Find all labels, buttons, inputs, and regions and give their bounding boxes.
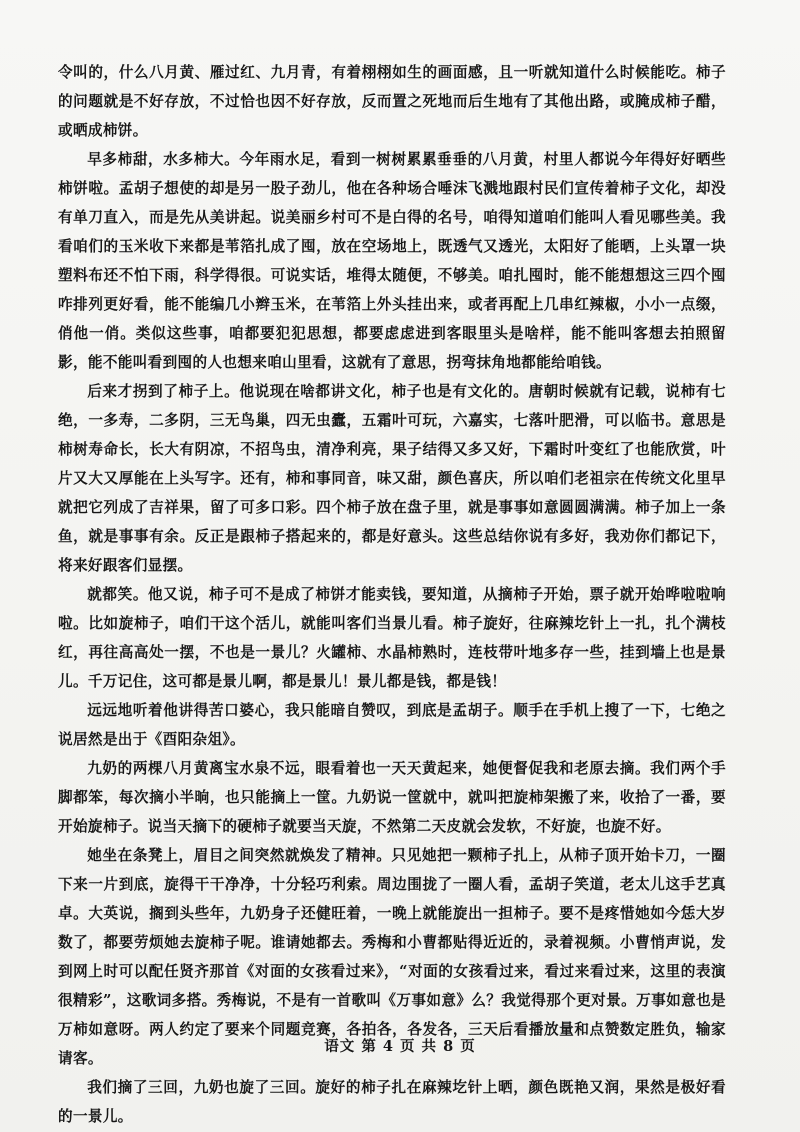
paragraph: 九奶的两棵八月黄离宝水泉不远，眼看着也一天天黄起来，她便督促我和老原去摘。我们两个手脚都笨，每次摘小半晌，也只能摘上一筐。九奶说一筐就中，就叫把旋柿架搬了来，收拾了一番，要开始旋柿子。说当天摘下的硬柿子就要当天旋，不然第二天皮就会发软，不好旋，也旋不好。 [58, 760, 726, 835]
paragraph: 远远地听着他讲得苦口婆心，我只能暗自赞叹，到底是孟胡子。顺手在手机上搜了一下，七绝之说居然是出于《酉阳杂俎》。 [58, 702, 726, 748]
article-body [58, 58, 726, 1131]
paragraph: 就都笑。他又说，柿子可不是成了柿饼才能卖钱，要知道，从摘柿子开始，票子就开始哗啦啦响啦。比如旋柿子，咱们干这个活儿，就能叫客们当景儿看。柿子旋好，往麻辣圪针上一扎，扎个满枝红，再往高高处一摆，不也是一景儿？火罐柿、水晶柿熟时，连枝带叶地多存一些，挂到墙上也是景儿。千万记住，这可都是景儿啊，都是景儿！景儿都是钱，都是钱！ [58, 586, 726, 690]
paragraph: 早多柿甜，水多柿大。今年雨水足，看到一树树累累垂垂的八月黄，村里人都说今年得好好晒些柿饼啦。孟胡子想使的却是另一股子劲儿，他在各种场合唾沫飞溅地跟村民们宣传着柿子文化，却没有单刀直入，而是先从美讲起。说美丽乡村可不是白得的名号，咱得知道咱们能叫人看见哪些美。我看咱们的玉米收下来都是苇箔扎成了囤，放在空场地上，既透气又透光，太阳好了能晒，上头罩一块塑料布还不怕下雨，科学得很。可说实话，堆得太随便，不够美。咱扎囤时，能不能想想这三四个囤咋排列更好看，能不能编几小辫玉米，在苇箔上外头挂出来，或者再配上几串红辣椒，小小一点缀，俏他一俏。类似这些事，咱都要犯犯思想，都要虑虑进到客眼里头是啥样，能不能叫客想去拍照留影，能不能叫看到囤的人也想来咱山里看，这就有了意思，拐弯抹角地都能给咱钱。 [58, 151, 726, 371]
paragraph-continued: 令叫的，什么八月黄、雁过红、九月青，有着栩栩如生的画面感，且一听就知道什么时候能吃。柿子的问题就是不好存放，不过恰也因不好存放，反而置之死地而后生地有了其他出路，或腌成柿子醋，或晒成柿饼。 [58, 64, 726, 139]
paragraph: 后来才拐到了柿子上。他说现在啥都讲文化，柿子也是有文化的。唐朝时候就有记载，说柿有七绝，一多寿，二多阴，三无鸟巢，四无虫蠹，五霜叶可玩，六嘉实，七落叶肥滑，可以临书。意思是柿树寿命长，长大有阴凉，不招鸟虫，清净利亮，果子结得又多又好，下霜时叶变红了也能欣赏，叶片又大又厚能在上头写字。还有，柿和事同音，味又甜，颜色喜庆，所以咱们老祖宗在传统文化里早就把它列成了吉祥果，留了可多口彩。四个柿子放在盘子里，就是事事如意圆圆满满。柿子加上一条鱼，就是事事有余。反正是跟柿子搭起来的，都是好意头。这些总结你说有多好，我劝你们都记下，将来好跟客们显摆。 [58, 383, 726, 574]
paragraph: 她坐在条凳上，眉目之间突然就焕发了精神。只见她把一颗柿子扎上，从柿子顶开始卡刀，一圈下来一片到底，旋得干干净净，十分轻巧利索。周边围拢了一圈人看，孟胡子笑道，老太儿这手艺真卓。大英说，搁到头些年，九奶身子还健旺着，一晚上就能旋出一担柿子。要不是疼惜她如今恁大岁数了，都要劳烦她去旋柿子呢。谁请她都去。秀梅和小曹都贴得近近的，录着视频。小曹悄声说，发到网上时可以配任贤齐那首《对面的女孩看过来》，“对面的女孩看过来，看过来看过来，这里的表演很精彩”，这歌词多搭。秀梅说，不是有一首歌叫《万事如意》么？我觉得那个更对景。万事如意也是万柿如意呀。两人约定了要来个同题竞赛，各拍各，各发各，三天后看播放量和点赞数定胜负，输家请客。 [58, 847, 726, 1067]
page-footer: 语文 第 4 页 共 8 页 [324, 1038, 476, 1055]
paragraph: 我们摘了三回，九奶也旋了三回。旋好的柿子扎在麻辣圪针上晒，颜色既艳又润，果然是极好看的一景儿。 [58, 1079, 726, 1125]
